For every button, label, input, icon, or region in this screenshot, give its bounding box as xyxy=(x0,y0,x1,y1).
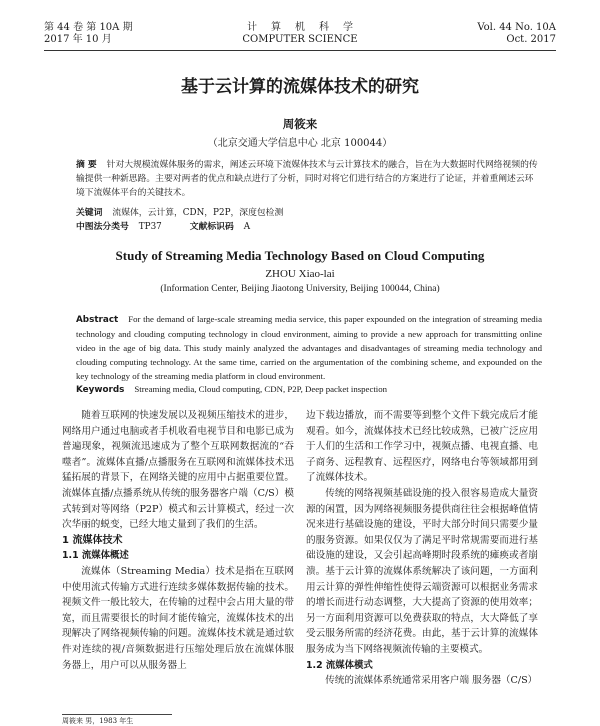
classification-line xyxy=(76,220,542,234)
body-column-left xyxy=(62,408,294,673)
keywords-en-label: Keywords xyxy=(76,385,125,395)
issue-date: 2017 年 10 月 xyxy=(44,34,112,45)
section-1-1-paragraph: 流媒体（Streaming Media）技术是指在互联网中使用流式传输方式进行连续多媒体数据传输的技术。视频文件一般比较大，在传输的过程中会占用大量的带宽，而且需要很长的时间才能传输完，流媒体技术的出现解决了网络视频传输的问题。流媒体技术就是通过软件对连续的视/音频数据进行压缩处理后放在流媒体服务器上，用户可以从服务器上 xyxy=(62,565,294,671)
intro-paragraph: 随着互联网的快速发展以及视频压缩技术的进步，网络用户通过电脑或者手机收看电视节目和电影已成为普遍现象，视频流迅速成为了整个互联网数据流的“吞噬者”。流媒体直播/点播服务在互联网和流媒体技术迅猛拓展的背景下，在网络关键的应用中占据重要位置。流媒体直播/点播系统从传统的服务器客户端（C/S）模式转到对等网络（P2P）模式和云计算模式，经过一次次华丽的蜕变，已经大地丈量到了我们的生活。 xyxy=(62,410,294,531)
author-footnote: 周筱来 男，1983 年生 xyxy=(62,717,134,725)
abstract-en-label: Abstract xyxy=(76,315,119,325)
affiliation-en: (Information Center, Beijing Jiaotong University, Beijing 100044, China) xyxy=(160,284,440,294)
continued-paragraph: 边下载边播放，而不需要等到整个文件下载完成后才能观看。如今，流媒体技术已经比较成熟，已被广泛应用于人们的生活和工作学习中，视频点播、电视直播、电子商务、远程教育、远程医疗，网络电台等领域都用到了流媒体技术。 xyxy=(306,410,538,484)
abstract-en xyxy=(76,312,542,383)
doc-id-label: 文献标识码 xyxy=(189,222,234,232)
journal-name-cn: 计算机科学 xyxy=(247,22,367,33)
volume-issue: 第 44 卷 第 10A 期 xyxy=(44,22,133,33)
header-divider xyxy=(44,50,556,51)
date-en: Oct. 2017 xyxy=(506,34,556,45)
footnote-divider xyxy=(62,714,172,715)
classification-code: TP37 xyxy=(138,222,162,232)
section-1-heading: 1 流媒体技术 xyxy=(62,534,123,546)
paper-title-en: Study of Streaming Media Technology Based on Cloud Computing xyxy=(115,248,485,263)
abstract-cn-label: 摘 要 xyxy=(76,160,97,170)
keywords-en-text: Streaming media, Cloud computing, CDN, P2P, Deep packet inspection xyxy=(134,384,388,394)
abstract-cn xyxy=(76,158,542,200)
section-1-1-heading: 1.1 流媒体概述 xyxy=(62,550,129,562)
author-cn: 周筱来 xyxy=(282,117,318,131)
volume-en: Vol. 44 No. 10A xyxy=(477,22,556,33)
abstract-en-text: For the demand of large-scale streaming media service, this paper expounded on the integration of streaming media technology and clouding computing technology in cloud environment, aiming to provide a new approach for transmitting online video in the age of big data. This study mainly analyzed the advantages and disadvantages of streaming media technology and clouding computing technology. At the same time, carried on the argumentation of the combining scheme, and expounded on the key technology of the streaming media platform in cloud environment. xyxy=(76,314,542,381)
cloud-streaming-paragraph: 传统的网络视频基础设施的投入很容易造成大量资源的闲置，因为网络视频服务提供商往往会根据峰值情况来进行基础设施的建设，平时大部分时间只需要少量的服务资源。如果仅仅为了满足平时常规需要而进行基础设施的建设，又会引起高峰期时段系统的瘫痪或者崩溃。基于云计算的流媒体系统解决了该问题，一方面利用云计算的弹性伸缩性使得云端资源可以根据业务需求的增长而进行动态调整，大大提高了资源的使用效率；另一方面利用资源可以免费获取的特点，大大降低了享受云服务所需的经济花费。由此，基于云计算的流媒体服务成为当下网络视频流传输的主要模式。 xyxy=(306,487,538,655)
keywords-en xyxy=(76,382,542,397)
section-1-2-paragraph: 传统的流媒体系统通常采用客户端 服务器（C/S） xyxy=(325,675,538,687)
keywords-cn xyxy=(76,206,542,220)
classification-label: 中图法分类号 xyxy=(76,222,129,232)
doc-id-code: A xyxy=(243,222,251,232)
keywords-cn-label: 关键词 xyxy=(76,208,103,218)
body-column-right xyxy=(306,408,538,689)
abstract-cn-text: 针对大规模流媒体服务的需求，阐述云环境下流媒体技术与云计算技术的融合，旨在为大数据时代网络视频的传输提供一种新思路。主要对两者的优点和缺点进行了分析，同时对将它们进行结合的方案进行了论证，并着重阐述云环境下流媒体平台的关键技术。 xyxy=(76,160,538,198)
author-en: ZHOU Xiao-lai xyxy=(265,268,335,280)
affiliation-cn: （北京交通大学信息中心 北京 100044） xyxy=(207,138,393,149)
journal-volume-en xyxy=(477,22,556,46)
section-1-2-heading: 1.2 流媒体模式 xyxy=(306,659,373,671)
keywords-cn-text: 流媒体，云计算，CDN，P2P，深度包检测 xyxy=(112,208,284,218)
paper-title-cn: 基于云计算的流媒体技术的研究 xyxy=(181,77,419,97)
journal-name-en: COMPUTER SCIENCE xyxy=(242,34,358,45)
